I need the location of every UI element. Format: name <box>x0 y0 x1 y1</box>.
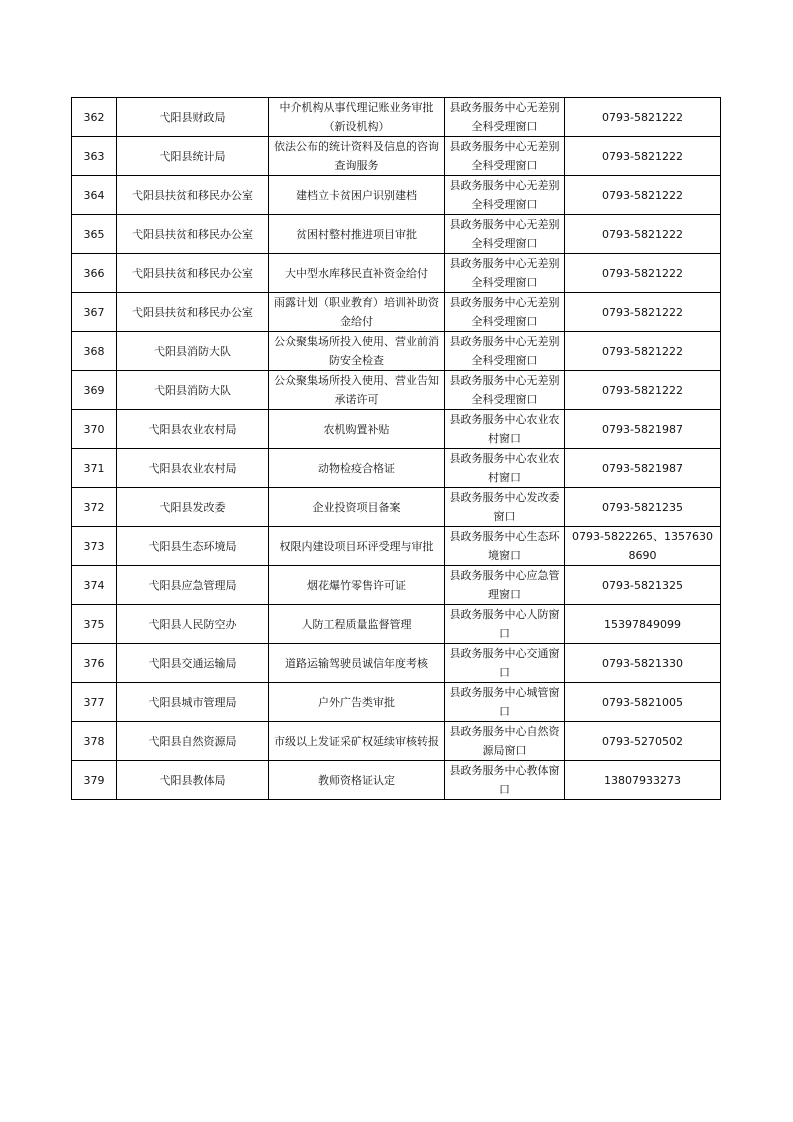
department: 弋阳县扶贫和移民办公室 <box>117 176 269 215</box>
service-item: 户外广告类审批 <box>269 683 445 722</box>
contact-phone: 0793-5821987 <box>565 410 721 449</box>
table-row <box>72 722 721 761</box>
service-window: 县政务服务中心应急管理窗口 <box>445 566 565 605</box>
table-row <box>72 644 721 683</box>
contact-phone: 0793-5821235 <box>565 488 721 527</box>
department: 弋阳县发改委 <box>117 488 269 527</box>
contact-phone: 0793-5821222 <box>565 254 721 293</box>
row-number: 374 <box>72 566 117 605</box>
table-row <box>72 215 721 254</box>
department: 弋阳县生态环境局 <box>117 527 269 566</box>
department: 弋阳县人民防空办 <box>117 605 269 644</box>
contact-phone: 0793-5822265、13576308690 <box>565 527 721 566</box>
contact-phone: 0793-5821222 <box>565 137 721 176</box>
service-item: 教师资格证认定 <box>269 761 445 800</box>
department: 弋阳县交通运输局 <box>117 644 269 683</box>
contact-phone: 0793-5821222 <box>565 98 721 137</box>
service-item: 企业投资项目备案 <box>269 488 445 527</box>
service-item: 道路运输驾驶员诚信年度考核 <box>269 644 445 683</box>
contact-phone: 0793-5821330 <box>565 644 721 683</box>
service-item: 动物检疫合格证 <box>269 449 445 488</box>
department: 弋阳县自然资源局 <box>117 722 269 761</box>
service-item: 公众聚集场所投入使用、营业前消防安全检查 <box>269 332 445 371</box>
service-item: 权限内建设项目环评受理与审批 <box>269 527 445 566</box>
department: 弋阳县城市管理局 <box>117 683 269 722</box>
service-item: 农机购置补贴 <box>269 410 445 449</box>
table-row <box>72 176 721 215</box>
service-window: 县政务服务中心无差别全科受理窗口 <box>445 215 565 254</box>
department: 弋阳县统计局 <box>117 137 269 176</box>
department: 弋阳县教体局 <box>117 761 269 800</box>
service-window: 县政务服务中心生态环境窗口 <box>445 527 565 566</box>
table-row <box>72 293 721 332</box>
service-window: 县政务服务中心发改委窗口 <box>445 488 565 527</box>
department: 弋阳县农业农村局 <box>117 410 269 449</box>
service-item: 中介机构从事代理记账业务审批（新设机构） <box>269 98 445 137</box>
table-row <box>72 761 721 800</box>
table-row <box>72 566 721 605</box>
service-item: 依法公布的统计资料及信息的咨询查询服务 <box>269 137 445 176</box>
department: 弋阳县扶贫和移民办公室 <box>117 293 269 332</box>
contact-phone: 0793-5821222 <box>565 215 721 254</box>
row-number: 378 <box>72 722 117 761</box>
department: 弋阳县扶贫和移民办公室 <box>117 254 269 293</box>
contact-phone: 0793-5821005 <box>565 683 721 722</box>
row-number: 369 <box>72 371 117 410</box>
table-row <box>72 488 721 527</box>
service-item: 雨露计划（职业教育）培训补助资金给付 <box>269 293 445 332</box>
service-item: 贫困村整村推进项目审批 <box>269 215 445 254</box>
service-item: 公众聚集场所投入使用、营业告知承诺许可 <box>269 371 445 410</box>
table-row <box>72 449 721 488</box>
service-item: 人防工程质量监督管理 <box>269 605 445 644</box>
contact-phone: 0793-5821222 <box>565 371 721 410</box>
row-number: 363 <box>72 137 117 176</box>
table-row <box>72 332 721 371</box>
table-row <box>72 527 721 566</box>
row-number: 371 <box>72 449 117 488</box>
row-number: 375 <box>72 605 117 644</box>
table-row <box>72 137 721 176</box>
table-row <box>72 254 721 293</box>
contact-phone: 13807933273 <box>565 761 721 800</box>
row-number: 379 <box>72 761 117 800</box>
service-window: 县政务服务中心无差别全科受理窗口 <box>445 293 565 332</box>
contact-phone: 0793-5270502 <box>565 722 721 761</box>
department: 弋阳县消防大队 <box>117 371 269 410</box>
contact-phone: 0793-5821222 <box>565 176 721 215</box>
contact-phone: 0793-5821325 <box>565 566 721 605</box>
department: 弋阳县农业农村局 <box>117 449 269 488</box>
service-window: 县政务服务中心自然资源局窗口 <box>445 722 565 761</box>
service-window: 县政务服务中心无差别全科受理窗口 <box>445 137 565 176</box>
service-window: 县政务服务中心城管窗口 <box>445 683 565 722</box>
department: 弋阳县扶贫和移民办公室 <box>117 215 269 254</box>
row-number: 362 <box>72 98 117 137</box>
service-window: 县政务服务中心人防窗口 <box>445 605 565 644</box>
service-window: 县政务服务中心农业农村窗口 <box>445 410 565 449</box>
row-number: 365 <box>72 215 117 254</box>
row-number: 376 <box>72 644 117 683</box>
service-window: 县政务服务中心无差别全科受理窗口 <box>445 98 565 137</box>
row-number: 373 <box>72 527 117 566</box>
row-number: 364 <box>72 176 117 215</box>
service-window: 县政务服务中心农业农村窗口 <box>445 449 565 488</box>
table-row <box>72 605 721 644</box>
contact-phone: 15397849099 <box>565 605 721 644</box>
service-window: 县政务服务中心教体窗口 <box>445 761 565 800</box>
contact-phone: 0793-5821222 <box>565 293 721 332</box>
service-table <box>71 97 721 800</box>
row-number: 368 <box>72 332 117 371</box>
table-row <box>72 98 721 137</box>
department: 弋阳县应急管理局 <box>117 566 269 605</box>
row-number: 366 <box>72 254 117 293</box>
row-number: 367 <box>72 293 117 332</box>
service-item: 烟花爆竹零售许可证 <box>269 566 445 605</box>
contact-phone: 0793-5821222 <box>565 332 721 371</box>
table-row <box>72 683 721 722</box>
service-item: 建档立卡贫困户识别建档 <box>269 176 445 215</box>
service-window: 县政务服务中心无差别全科受理窗口 <box>445 254 565 293</box>
department: 弋阳县财政局 <box>117 98 269 137</box>
contact-phone: 0793-5821987 <box>565 449 721 488</box>
service-item: 市级以上发证采矿权延续审核转报 <box>269 722 445 761</box>
service-item: 大中型水库移民直补资金给付 <box>269 254 445 293</box>
service-window: 县政务服务中心无差别全科受理窗口 <box>445 176 565 215</box>
row-number: 372 <box>72 488 117 527</box>
row-number: 377 <box>72 683 117 722</box>
service-window: 县政务服务中心无差别全科受理窗口 <box>445 332 565 371</box>
service-window: 县政务服务中心无差别全科受理窗口 <box>445 371 565 410</box>
table-row <box>72 410 721 449</box>
row-number: 370 <box>72 410 117 449</box>
service-window: 县政务服务中心交通窗口 <box>445 644 565 683</box>
department: 弋阳县消防大队 <box>117 332 269 371</box>
table-row <box>72 371 721 410</box>
